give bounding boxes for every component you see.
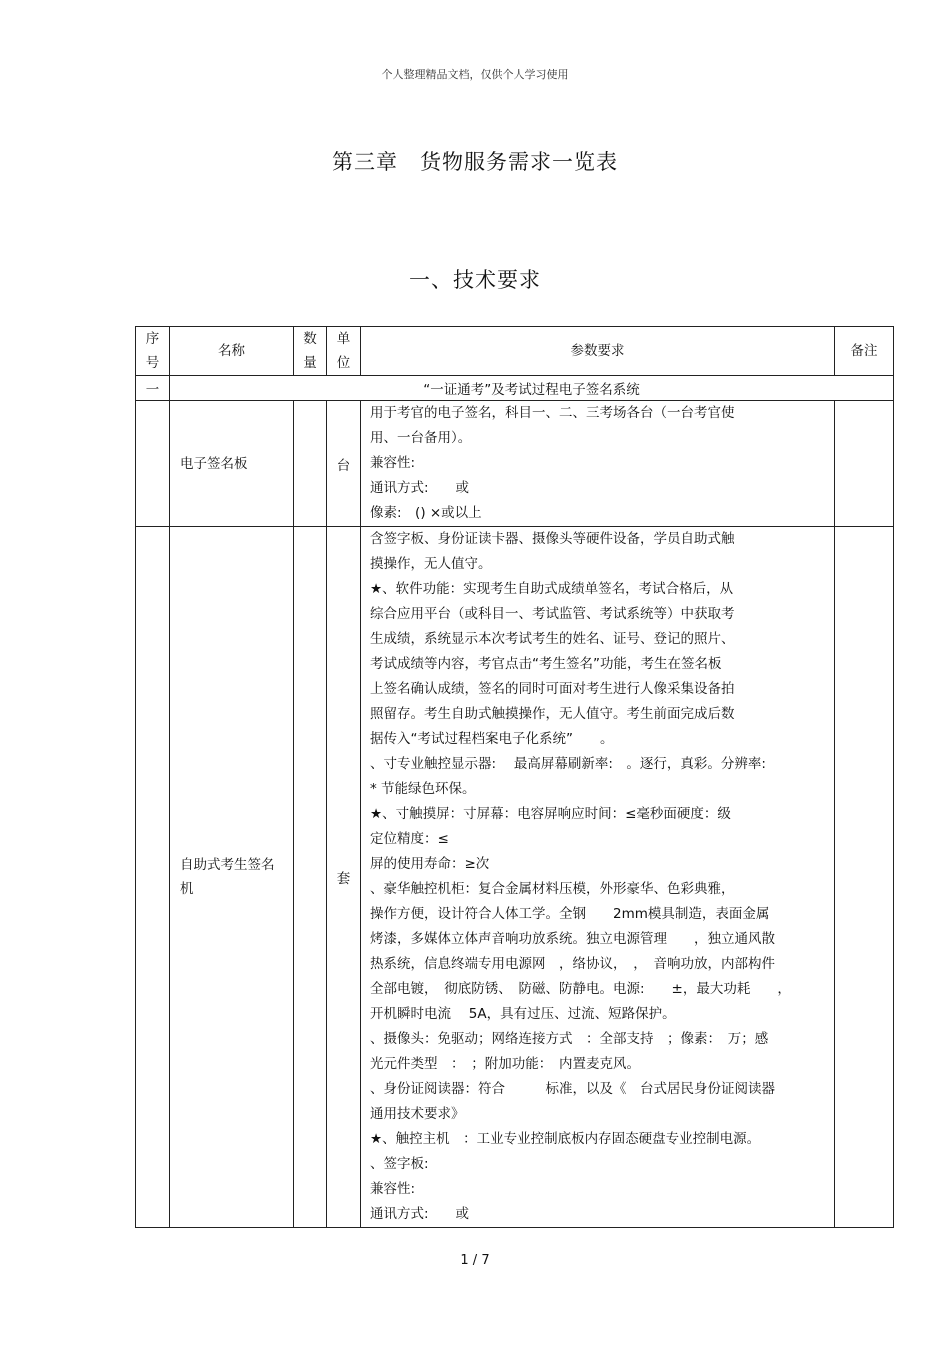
param-line: 、寸专业触控显示器: 最高屏幕刷新率: 。逐行，真彩。分辨率: bbox=[370, 756, 766, 772]
param-line: 兼容性: bbox=[370, 455, 416, 471]
row-qty bbox=[294, 527, 327, 1228]
chapter-title: 第三章 货物服务需求一览表 bbox=[332, 150, 618, 174]
param-line: 生成绩，系统显示本次考试考生的姓名、证号、登记的照片、 bbox=[370, 631, 735, 647]
param-line: 上签名确认成绩，签名的同时可面对考生进行人像采集设备拍 bbox=[370, 681, 735, 697]
row-seq bbox=[136, 401, 170, 527]
param-line: 考试成绩等内容，考官点击“考生签名”功能，考生在签名板 bbox=[370, 656, 722, 672]
param-line: 热系统，信息终端专用电源网 ，络协议， ， 音响功放，内部构件 bbox=[370, 956, 775, 972]
param-line: 定位精度：≤ bbox=[370, 831, 449, 847]
param-line: 含签字板、身份证读卡器、摄像头等硬件设备，学员自助式触 bbox=[370, 531, 735, 547]
row-seq bbox=[136, 527, 170, 1228]
param-line: 兼容性: bbox=[370, 1181, 416, 1197]
group-row bbox=[136, 376, 894, 401]
param-line: 光元件类型 ： ；附加功能： 内置麦克风。 bbox=[370, 1056, 640, 1072]
row-unit: 套 bbox=[327, 527, 361, 1228]
table-row bbox=[136, 401, 894, 527]
param-line: 据传入“考试过程档案电子化系统” 。 bbox=[370, 731, 614, 747]
row-name: 自助式考生签名机 bbox=[170, 527, 294, 1228]
header-note: 个人整理精品文档，仅供个人学习使用 bbox=[381, 68, 569, 81]
group-seq: 一 bbox=[136, 376, 170, 401]
header-params: 参数要求 bbox=[361, 327, 835, 376]
param-line: 开机瞬时电流 5A，具有过压、过流、短路保护。 bbox=[370, 1006, 676, 1022]
param-line: 通讯方式: 或 bbox=[370, 1206, 470, 1222]
param-line: 、摄像头：免驱动；网络连接方式 ：全部支持 ；像素： 万；感 bbox=[370, 1031, 769, 1047]
row-unit: 台 bbox=[327, 401, 361, 527]
param-line: 用、一台备用）。 bbox=[370, 430, 472, 446]
row-qty bbox=[294, 401, 327, 527]
param-line: 操作方便，设计符合人体工学。全钢 2mm模具制造，表面金属 bbox=[370, 906, 770, 922]
param-line: * 节能绿色环保。 bbox=[370, 781, 476, 797]
header-unit: 单 位 bbox=[327, 327, 361, 376]
header-remark: 备注 bbox=[835, 327, 894, 376]
param-line: 通讯方式: 或 bbox=[370, 480, 470, 496]
param-line: 照留存。考生自助式触摸操作，无人值守。考生前面完成后数 bbox=[370, 706, 735, 722]
param-line: 摸操作，无人值守。 bbox=[370, 556, 492, 572]
table-header-row bbox=[136, 327, 894, 376]
header-seq: 序 号 bbox=[136, 327, 170, 376]
header-qty: 数 量 bbox=[294, 327, 327, 376]
row-params bbox=[361, 401, 835, 527]
param-line: 像素: () ×或以上 bbox=[370, 505, 482, 521]
param-line: 、豪华触控机柜：复合金属材料压模，外形豪华、色彩典雅， bbox=[370, 881, 735, 897]
row-remark bbox=[835, 527, 894, 1228]
table-row bbox=[136, 527, 894, 1228]
param-line: 用于考官的电子签名，科目一、二、三考场各台（一台考官使 bbox=[370, 405, 735, 421]
param-line: ★、寸触摸屏：寸屏幕：电容屏响应时间：≤毫秒面硬度：级 bbox=[370, 806, 731, 822]
param-line: ★、触控主机 ：工业专业控制底板内存固态硬盘专业控制电源。 bbox=[370, 1131, 761, 1147]
header-name: 名称 bbox=[170, 327, 294, 376]
param-line: 通用技术要求》 bbox=[370, 1106, 465, 1122]
page-number: 1 / 7 bbox=[460, 1253, 490, 1268]
param-line: ★、软件功能：实现考生自助式成绩单签名，考试合格后，从 bbox=[370, 581, 734, 597]
requirements-table bbox=[135, 326, 894, 1228]
row-name: 电子签名板 bbox=[170, 401, 294, 527]
section-title: 一、技术要求 bbox=[409, 268, 541, 292]
param-line: 、身份证阅读器：符合 标准，以及《 台式居民身份证阅读器 bbox=[370, 1081, 775, 1097]
param-line: 全部电镀， 彻底防锈、 防磁、防静电。电源: ±，最大功耗 ， bbox=[370, 981, 791, 997]
param-line: 屏的使用寿命：≥次 bbox=[370, 856, 490, 872]
row-remark bbox=[835, 401, 894, 527]
param-line: 烤漆，多媒体立体声音响功放系统。独立电源管理 ，独立通风散 bbox=[370, 931, 775, 947]
group-title: “一证通考”及考试过程电子签名系统 bbox=[170, 376, 894, 401]
param-line: 综合应用平台（或科目一、考试监管、考试系统等）中获取考 bbox=[370, 606, 735, 622]
param-line: 、签字板: bbox=[370, 1156, 429, 1172]
row-params bbox=[361, 527, 835, 1228]
